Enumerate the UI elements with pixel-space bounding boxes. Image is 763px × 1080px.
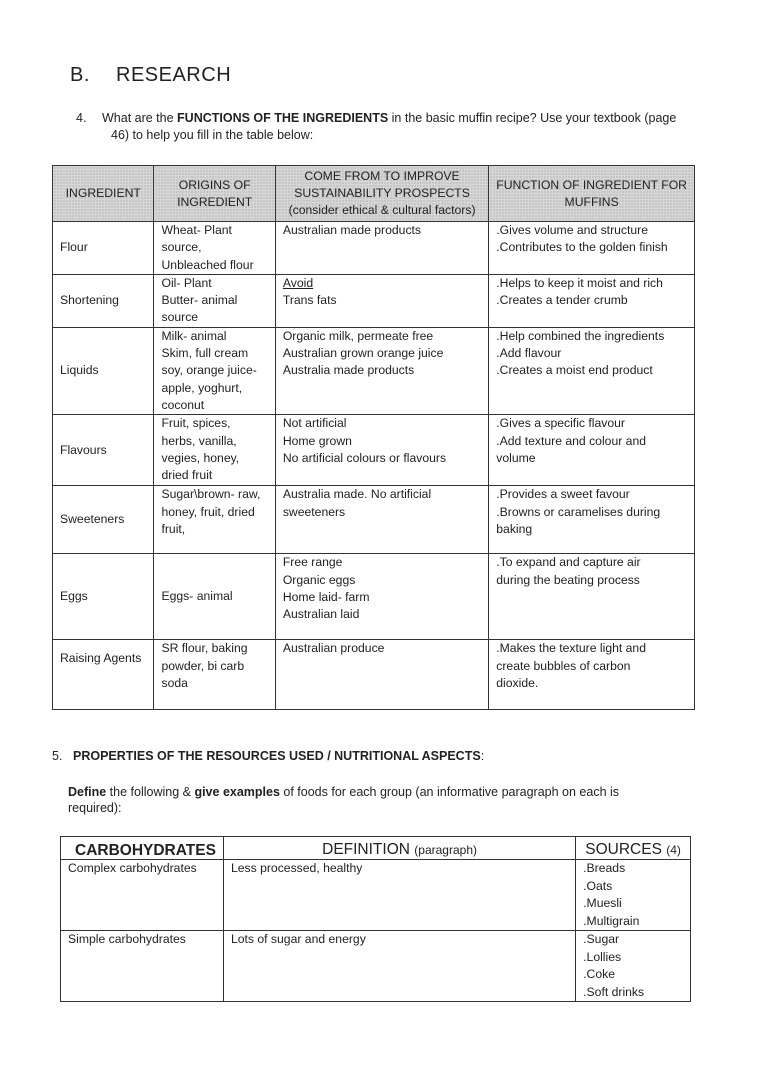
ingredient-cell: Eggs [53,554,154,640]
origins-cell: SR flour, baking powder, bi carb soda [154,640,275,710]
header-ingredient: INGREDIENT [53,166,154,222]
function-cell: .Provides a sweet favour .Browns or caramelises during baking [489,486,695,554]
ingredient-cell: Flour [53,222,154,275]
ingredients-table [52,165,695,710]
table-row [61,860,691,931]
origins-cell: Eggs- animal [154,554,275,640]
section-title: RESEARCH [116,64,232,86]
table-row [61,931,691,1002]
table-header-row [61,837,691,860]
header-sources: SOURCES (4) [576,837,691,860]
table-header-row [53,166,695,222]
origins-cell: Sugar\brown- raw, honey, fruit, dried fruit, [154,486,275,554]
instruction-bold-text: Define [68,785,107,799]
table-row [53,222,695,275]
definition-cell: Lots of sugar and energy [223,931,575,1002]
header-function: FUNCTION OF INGREDIENT FOR MUFFINS [489,166,695,222]
question-number: 5. [52,749,63,763]
function-cell: .Helps to keep it moist and rich .Creates a tender crumb [489,274,695,327]
instruction-text-line2: required): [68,801,122,815]
question-number: 4. [76,111,87,125]
instruction-text: of foods for each group (an informative paragraph on each is [279,785,620,799]
section-letter: B. [70,64,90,86]
ingredient-cell: Liquids [53,327,154,414]
function-cell: .To expand and capture air during the beating process [489,554,695,640]
question-text: What are the [102,111,178,125]
come-from-cell: Avoid Trans fats [275,274,488,327]
come-from-cell: Australian produce [275,640,488,710]
ingredient-cell: Sweeteners [53,486,154,554]
instruction-text: the following & [106,785,195,799]
origins-cell: Oil- Plant Butter- animal source [154,274,275,327]
header-origins: ORIGINS OF INGREDIENT [154,166,275,222]
function-cell: .Gives a specific flavour .Add texture and colour and volume [489,415,695,486]
function-cell: .Help combined the ingredients .Add flavour .Creates a moist end product [489,327,695,414]
question-text: in the basic muffin recipe? Use your textbook (page [388,111,677,125]
carb-type-cell: Simple carbohydrates [61,931,224,1002]
table-row [53,554,695,640]
question-bold-text: FUNCTIONS OF THE INGREDIENTS [177,111,389,125]
carb-type-cell: Complex carbohydrates [61,860,224,931]
origins-cell: Milk- animal Skim, full cream soy, orange juice- apple, yoghurt, coconut [154,327,275,414]
come-from-cell: Organic milk, permeate free Australian grown orange juice Australia made products [275,327,488,414]
origins-cell: Fruit, spices, herbs, vanilla, vegies, honey, dried fruit [154,415,275,486]
header-carbohydrates: CARBOHYDRATES [61,837,224,860]
question-bold-text: PROPERTIES OF THE RESOURCES USED / NUTRITIONAL ASPECTS [73,749,481,763]
sources-cell: .Breads .Oats .Muesli .Multigrain [576,860,691,931]
question-text-line2: 46) to help you fill in the table below: [111,128,314,142]
ingredient-cell: Raising Agents [53,640,154,710]
question-text: : [480,749,485,763]
ingredient-cell: Flavours [53,415,154,486]
come-from-cell: Free range Organic eggs Home laid- farm Australian laid [275,554,488,640]
carbohydrates-table [60,836,691,1002]
table-row [53,327,695,414]
come-from-cell: Australian made products [275,222,488,275]
function-cell: .Gives volume and structure .Contributes to the golden finish [489,222,695,275]
come-from-cell: Australia made. No artificial sweeteners [275,486,488,554]
definition-cell: Less processed, healthy [223,860,575,931]
define-instructions [68,784,668,816]
sources-cell: .Sugar .Lollies .Coke .Soft drinks [576,931,691,1002]
table-row [53,640,695,710]
question-5-title [52,749,484,763]
table-row [53,415,695,486]
table-row [53,274,695,327]
come-from-cell: Not artificial Home grown No artificial colours or flavours [275,415,488,486]
header-definition: DEFINITION (paragraph) [223,837,575,860]
question-4 [76,110,686,144]
function-cell: .Makes the texture light and create bubbles of carbon dioxide. [489,640,695,710]
section-heading [70,64,231,87]
origins-cell: Wheat- Plant source, Unbleached flour [154,222,275,275]
table-row [53,486,695,554]
header-come-from: COME FROM TO IMPROVE SUSTAINABILITY PROSPECTS (consider ethical & cultural factors) [275,166,488,222]
ingredient-cell: Shortening [53,274,154,327]
instruction-bold-text: give examples [194,785,280,799]
